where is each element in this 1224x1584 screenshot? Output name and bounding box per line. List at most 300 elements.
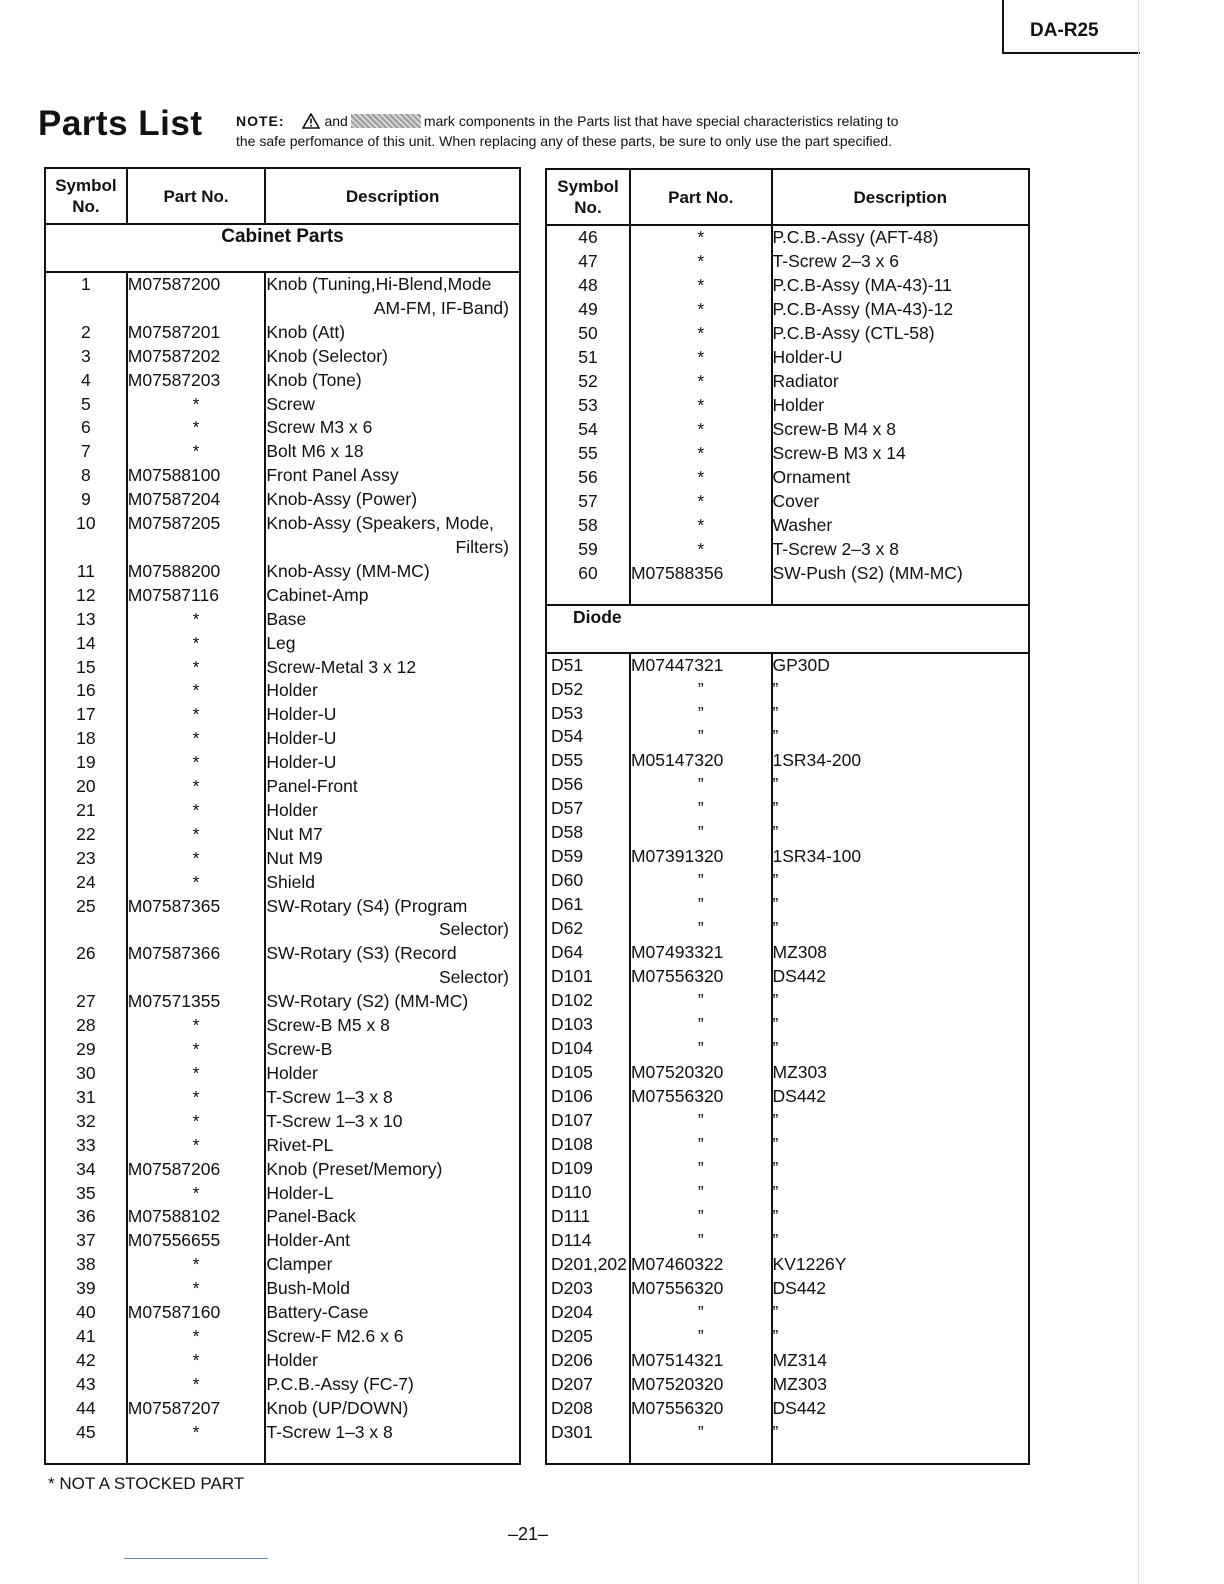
description-text: Holder bbox=[772, 394, 825, 415]
symbol-cell: 11 bbox=[45, 560, 127, 584]
symbol-cell: D103 bbox=[546, 1013, 630, 1037]
symbol-cell: D203 bbox=[546, 1277, 630, 1301]
part-number-cell: M07587205 bbox=[127, 512, 266, 560]
description-text: ” bbox=[772, 990, 779, 1011]
table-row bbox=[546, 1157, 1029, 1181]
description-cell bbox=[772, 821, 1029, 845]
table-row bbox=[546, 1181, 1029, 1205]
part-number-cell: ” bbox=[630, 725, 772, 749]
part-number-cell: * bbox=[630, 514, 772, 538]
table-row bbox=[45, 799, 520, 823]
description-text: ” bbox=[772, 918, 779, 939]
description-text: ” bbox=[772, 774, 779, 795]
table-row bbox=[45, 1110, 520, 1134]
part-number-cell: M07520320 bbox=[630, 1061, 772, 1085]
description-cell bbox=[265, 440, 520, 464]
part-number-cell: * bbox=[127, 1014, 266, 1038]
table-row bbox=[546, 869, 1029, 893]
description-cell bbox=[265, 751, 520, 775]
part-number-cell: M05147320 bbox=[630, 749, 772, 773]
description-cell bbox=[265, 847, 520, 871]
description-cell bbox=[265, 1229, 520, 1253]
description-cell bbox=[772, 394, 1029, 418]
table-row bbox=[546, 1109, 1029, 1133]
description-cell bbox=[265, 1325, 520, 1349]
part-number-cell: ” bbox=[630, 893, 772, 917]
part-number-cell: ” bbox=[630, 917, 772, 941]
page-number: –21– bbox=[508, 1524, 549, 1544]
symbol-cell: D201,202 bbox=[546, 1253, 630, 1277]
part-number-cell: * bbox=[630, 538, 772, 562]
description-text: ” bbox=[772, 822, 779, 843]
table-row bbox=[45, 1062, 520, 1086]
description-cell bbox=[265, 1134, 520, 1158]
description-cell bbox=[772, 514, 1029, 538]
description-text: Holder bbox=[266, 799, 318, 820]
description-text: T-Screw 2–3 x 6 bbox=[772, 250, 899, 271]
description-text: Screw-Metal 3 x 12 bbox=[266, 656, 417, 677]
symbol-cell: 36 bbox=[45, 1205, 127, 1229]
description-text: Knob (Tone) bbox=[266, 369, 362, 390]
table-row bbox=[546, 490, 1029, 514]
description-cell bbox=[265, 679, 520, 703]
description-text: T-Screw 1–3 x 8 bbox=[266, 1421, 393, 1442]
description-cell bbox=[265, 1110, 520, 1134]
symbol-cell: D107 bbox=[546, 1109, 630, 1133]
description-cell bbox=[772, 1205, 1029, 1229]
symbol-cell: 19 bbox=[45, 751, 127, 775]
description-text: DS442 bbox=[772, 1086, 827, 1107]
description-cell bbox=[265, 393, 520, 417]
symbol-cell: 51 bbox=[546, 346, 630, 370]
table-row bbox=[546, 1037, 1029, 1061]
table-row bbox=[546, 442, 1029, 466]
description-cell bbox=[772, 989, 1029, 1013]
table-row bbox=[546, 941, 1029, 965]
description-cell bbox=[265, 608, 520, 632]
table-row bbox=[546, 1229, 1029, 1253]
description-text: ” bbox=[772, 726, 779, 747]
description-text: P.C.B-Assy (MA-43)-11 bbox=[772, 274, 952, 295]
symbol-cell: D101 bbox=[546, 965, 630, 989]
symbol-cell: D204 bbox=[546, 1301, 630, 1325]
description-cell bbox=[772, 965, 1029, 989]
table-row bbox=[45, 369, 520, 393]
description-text: Panel-Back bbox=[266, 1206, 356, 1227]
symbol-cell: D56 bbox=[546, 773, 630, 797]
description-cell bbox=[265, 1397, 520, 1421]
part-number-cell: M07587200 bbox=[127, 272, 266, 321]
description-cell bbox=[772, 1181, 1029, 1205]
symbol-cell: D106 bbox=[546, 1085, 630, 1109]
description-cell bbox=[772, 1325, 1029, 1349]
table-row bbox=[546, 678, 1029, 702]
symbol-cell: 17 bbox=[45, 703, 127, 727]
symbol-cell: D206 bbox=[546, 1349, 630, 1373]
symbol-cell: 45 bbox=[45, 1421, 127, 1445]
part-number-cell: M07556655 bbox=[127, 1229, 266, 1253]
description-text: ” bbox=[772, 1229, 779, 1250]
description-cell bbox=[772, 1013, 1029, 1037]
description-cell bbox=[772, 917, 1029, 941]
symbol-cell: 56 bbox=[546, 466, 630, 490]
description-cell bbox=[265, 1062, 520, 1086]
part-number-cell: * bbox=[630, 466, 772, 490]
table-row bbox=[546, 394, 1029, 418]
col-description-header: Description bbox=[265, 168, 520, 224]
table-row bbox=[45, 895, 520, 943]
part-number-cell: M07588200 bbox=[127, 560, 266, 584]
symbol-cell: D105 bbox=[546, 1061, 630, 1085]
filler-cell bbox=[630, 1445, 772, 1464]
table-row bbox=[45, 1158, 520, 1182]
description-text: Cover bbox=[772, 490, 820, 511]
filler-row bbox=[546, 1445, 1029, 1464]
part-number-cell: * bbox=[630, 442, 772, 466]
description-cell bbox=[265, 1086, 520, 1110]
part-number-cell: * bbox=[630, 370, 772, 394]
table-row bbox=[546, 1325, 1029, 1349]
table-row bbox=[546, 1061, 1029, 1085]
description-cell bbox=[772, 442, 1029, 466]
table-row bbox=[546, 1373, 1029, 1397]
part-number-cell: * bbox=[127, 1086, 266, 1110]
description-text: ” bbox=[772, 1325, 779, 1346]
table-row bbox=[45, 942, 520, 990]
table-row bbox=[45, 703, 520, 727]
table-row bbox=[45, 1205, 520, 1229]
description-cell bbox=[772, 1037, 1029, 1061]
warning-triangle-icon bbox=[302, 113, 320, 129]
table-row bbox=[546, 893, 1029, 917]
filler-cell bbox=[630, 586, 772, 605]
symbol-cell: 7 bbox=[45, 440, 127, 464]
symbol-cell: 15 bbox=[45, 656, 127, 680]
table-row bbox=[546, 250, 1029, 274]
description-text: ” bbox=[772, 678, 779, 699]
description-text: DS442 bbox=[772, 1277, 827, 1298]
table-row bbox=[45, 440, 520, 464]
table-row bbox=[546, 538, 1029, 562]
description-text: KV1226Y bbox=[772, 1253, 847, 1274]
part-number-cell: M07556320 bbox=[630, 1397, 772, 1421]
description-text: Base bbox=[266, 608, 307, 629]
symbol-cell: 59 bbox=[546, 538, 630, 562]
description-text: Knob (Att) bbox=[266, 321, 346, 342]
description-cell bbox=[265, 799, 520, 823]
symbol-cell: 26 bbox=[45, 942, 127, 990]
description-cell bbox=[265, 1421, 520, 1445]
description-text: Holder bbox=[266, 680, 318, 701]
col-description-header: Description bbox=[772, 169, 1029, 225]
col-symbol-header: Symbol No. bbox=[546, 169, 630, 225]
part-number-cell: * bbox=[127, 1038, 266, 1062]
symbol-cell: 13 bbox=[45, 608, 127, 632]
table-row bbox=[546, 346, 1029, 370]
part-number-cell: ” bbox=[630, 1205, 772, 1229]
description-cell bbox=[265, 560, 520, 584]
symbol-cell: 60 bbox=[546, 562, 630, 586]
symbol-cell: 40 bbox=[45, 1301, 127, 1325]
part-number-cell: ” bbox=[630, 989, 772, 1013]
symbol-cell: 16 bbox=[45, 679, 127, 703]
symbol-cell: 46 bbox=[546, 225, 630, 250]
section-cabinet-parts: Cabinet Parts bbox=[45, 224, 520, 272]
part-number-cell: ” bbox=[630, 1325, 772, 1349]
symbol-cell: 9 bbox=[45, 488, 127, 512]
table-row bbox=[45, 775, 520, 799]
symbol-cell: 44 bbox=[45, 1397, 127, 1421]
description-text: ” bbox=[772, 1109, 779, 1130]
description-text: SW-Rotary (S2) (MM-MC) bbox=[266, 991, 469, 1012]
table-row bbox=[45, 1253, 520, 1277]
note-line1: mark components in the Parts list that have special characteristics relating to bbox=[423, 113, 899, 129]
description-text: GP30D bbox=[772, 654, 830, 675]
table-row bbox=[45, 847, 520, 871]
description-text: ” bbox=[772, 1421, 779, 1442]
screened-mark-icon bbox=[351, 114, 421, 128]
part-number-cell: ” bbox=[630, 1133, 772, 1157]
part-number-cell: * bbox=[630, 274, 772, 298]
part-number-cell: ” bbox=[630, 702, 772, 726]
description-cell bbox=[265, 871, 520, 895]
symbol-cell: 23 bbox=[45, 847, 127, 871]
table-row bbox=[546, 917, 1029, 941]
description-cell bbox=[772, 1301, 1029, 1325]
description-cell bbox=[265, 488, 520, 512]
description-text: 1SR34-100 bbox=[772, 846, 862, 867]
description-cell bbox=[265, 632, 520, 656]
description-text: Screw-F M2.6 x 6 bbox=[266, 1325, 404, 1346]
part-number-cell: * bbox=[630, 394, 772, 418]
description-cell bbox=[265, 656, 520, 680]
description-text: MZ303 bbox=[772, 1373, 827, 1394]
symbol-cell: D52 bbox=[546, 678, 630, 702]
symbol-cell: 6 bbox=[45, 416, 127, 440]
symbol-cell: 50 bbox=[546, 322, 630, 346]
table-row bbox=[546, 773, 1029, 797]
symbol-cell: 37 bbox=[45, 1229, 127, 1253]
symbol-cell: 48 bbox=[546, 274, 630, 298]
description-text: T-Screw 1–3 x 8 bbox=[266, 1086, 393, 1107]
part-number-cell: * bbox=[127, 1134, 266, 1158]
filler-cell bbox=[265, 1445, 520, 1464]
description-text: MZ314 bbox=[772, 1349, 827, 1370]
symbol-cell: 42 bbox=[45, 1349, 127, 1373]
symbol-cell: D207 bbox=[546, 1373, 630, 1397]
part-number-cell: M07588356 bbox=[630, 562, 772, 586]
description-text: Knob-Assy (Speakers, Mode, bbox=[266, 513, 494, 534]
table-row bbox=[546, 821, 1029, 845]
symbol-cell: 53 bbox=[546, 394, 630, 418]
table-row bbox=[546, 725, 1029, 749]
description-cell bbox=[265, 823, 520, 847]
table-row bbox=[45, 1038, 520, 1062]
symbol-cell: 39 bbox=[45, 1277, 127, 1301]
table-row bbox=[546, 1253, 1029, 1277]
part-number-cell: ” bbox=[630, 869, 772, 893]
description-text: Knob-Assy (MM-MC) bbox=[266, 560, 430, 581]
part-number-cell: * bbox=[127, 727, 266, 751]
description-cell bbox=[772, 1133, 1029, 1157]
description-text: Screw M3 x 6 bbox=[266, 417, 373, 438]
symbol-cell: 54 bbox=[546, 418, 630, 442]
symbol-cell: D301 bbox=[546, 1421, 630, 1445]
page-title: Parts List bbox=[38, 104, 203, 143]
part-number-cell: * bbox=[127, 1325, 266, 1349]
part-number-cell: * bbox=[127, 608, 266, 632]
part-number-cell: * bbox=[127, 440, 266, 464]
part-number-cell: * bbox=[630, 298, 772, 322]
filler-cell bbox=[772, 586, 1029, 605]
note-label: NOTE: bbox=[236, 113, 285, 129]
description-cell bbox=[265, 512, 520, 560]
part-number-cell: * bbox=[127, 632, 266, 656]
description-text: Holder bbox=[266, 1349, 318, 1370]
description-cell bbox=[772, 274, 1029, 298]
part-number-cell: * bbox=[127, 751, 266, 775]
parts-table-left bbox=[44, 167, 521, 1465]
table-row bbox=[45, 871, 520, 895]
description-cell bbox=[265, 369, 520, 393]
part-number-cell: M07587365 bbox=[127, 895, 266, 943]
symbol-cell: D205 bbox=[546, 1325, 630, 1349]
description-text: Knob (Tuning,Hi-Blend,Mode bbox=[266, 274, 492, 294]
symbol-cell: 41 bbox=[45, 1325, 127, 1349]
table-row bbox=[45, 584, 520, 608]
table-row bbox=[546, 989, 1029, 1013]
part-number-cell: M07587160 bbox=[127, 1301, 266, 1325]
description-text: ” bbox=[772, 1205, 779, 1226]
table-row bbox=[546, 298, 1029, 322]
description-text: Ornament bbox=[772, 466, 851, 487]
symbol-cell: D108 bbox=[546, 1133, 630, 1157]
table-row bbox=[45, 1277, 520, 1301]
section-diode: Diode bbox=[546, 605, 1029, 653]
symbol-cell: D109 bbox=[546, 1157, 630, 1181]
description-text: ” bbox=[772, 1133, 779, 1154]
part-number-cell: * bbox=[127, 1277, 266, 1301]
description-text: Holder-U bbox=[266, 752, 337, 773]
part-number-cell: M07447321 bbox=[630, 653, 772, 678]
description-continuation: Selector) bbox=[438, 967, 509, 988]
symbol-cell: D111 bbox=[546, 1205, 630, 1229]
description-cell bbox=[772, 749, 1029, 773]
description-cell bbox=[772, 773, 1029, 797]
description-cell bbox=[265, 1205, 520, 1229]
description-cell bbox=[265, 990, 520, 1014]
description-cell bbox=[265, 775, 520, 799]
part-number-cell: M07514321 bbox=[630, 1349, 772, 1373]
table-row bbox=[546, 418, 1029, 442]
table-row bbox=[45, 1086, 520, 1110]
part-number-cell: * bbox=[127, 1253, 266, 1277]
table-row bbox=[546, 1277, 1029, 1301]
symbol-cell: D58 bbox=[546, 821, 630, 845]
description-cell bbox=[265, 1349, 520, 1373]
description-cell bbox=[772, 1085, 1029, 1109]
part-number-cell: M07520320 bbox=[630, 1373, 772, 1397]
symbol-cell: D54 bbox=[546, 725, 630, 749]
table-row bbox=[546, 702, 1029, 726]
description-cell bbox=[265, 464, 520, 488]
description-cell bbox=[772, 418, 1029, 442]
description-text: ” bbox=[772, 894, 779, 915]
symbol-cell: D104 bbox=[546, 1037, 630, 1061]
part-number-cell: M07587202 bbox=[127, 345, 266, 369]
part-number-cell: * bbox=[127, 656, 266, 680]
symbol-cell: D102 bbox=[546, 989, 630, 1013]
description-text: Screw bbox=[266, 393, 315, 414]
part-number-cell: ” bbox=[630, 1301, 772, 1325]
description-cell bbox=[772, 490, 1029, 514]
description-text: Knob (Preset/Memory) bbox=[266, 1158, 443, 1179]
part-number-cell: * bbox=[127, 393, 266, 417]
table-row bbox=[45, 512, 520, 560]
symbol-cell: 49 bbox=[546, 298, 630, 322]
table-row bbox=[546, 965, 1029, 989]
table-row bbox=[45, 1182, 520, 1206]
table-row bbox=[45, 656, 520, 680]
symbol-cell: D57 bbox=[546, 797, 630, 821]
table-row bbox=[546, 653, 1029, 678]
description-cell bbox=[772, 1397, 1029, 1421]
table-row bbox=[546, 1397, 1029, 1421]
description-text: ” bbox=[772, 702, 779, 723]
description-text: Nut M9 bbox=[266, 847, 323, 868]
symbol-cell: 34 bbox=[45, 1158, 127, 1182]
description-text: P.C.B.-Assy (FC-7) bbox=[266, 1373, 414, 1394]
table-row bbox=[45, 560, 520, 584]
table-row bbox=[546, 749, 1029, 773]
description-text: ” bbox=[772, 1038, 779, 1059]
description-cell bbox=[265, 1373, 520, 1397]
symbol-cell: D208 bbox=[546, 1397, 630, 1421]
symbol-cell: 2 bbox=[45, 321, 127, 345]
table-row bbox=[45, 1397, 520, 1421]
table-row bbox=[45, 679, 520, 703]
description-text: Holder-U bbox=[266, 728, 337, 749]
description-cell bbox=[772, 466, 1029, 490]
symbol-cell: 27 bbox=[45, 990, 127, 1014]
description-cell bbox=[772, 1349, 1029, 1373]
part-number-cell: M07588100 bbox=[127, 464, 266, 488]
table-row bbox=[45, 1373, 520, 1397]
part-number-cell: M07587207 bbox=[127, 1397, 266, 1421]
description-cell bbox=[265, 1038, 520, 1062]
description-text: P.C.B.-Assy (AFT-48) bbox=[772, 227, 939, 247]
part-number-cell: * bbox=[630, 418, 772, 442]
description-text: SW-Rotary (S3) (Record bbox=[266, 943, 457, 964]
part-number-cell: ” bbox=[630, 1421, 772, 1445]
page-edge-line bbox=[1138, 0, 1139, 1584]
col-symbol-header: Symbol No. bbox=[45, 168, 127, 224]
part-number-cell: ” bbox=[630, 678, 772, 702]
description-text: 1SR34-200 bbox=[772, 750, 862, 771]
description-text: DS442 bbox=[772, 1397, 827, 1418]
part-number-cell: M07556320 bbox=[630, 1277, 772, 1301]
table-row bbox=[45, 345, 520, 369]
symbol-cell: 32 bbox=[45, 1110, 127, 1134]
part-number-cell: ” bbox=[630, 1157, 772, 1181]
symbol-cell: 29 bbox=[45, 1038, 127, 1062]
description-text: ” bbox=[772, 1014, 779, 1035]
description-text: ” bbox=[772, 1301, 779, 1322]
col-part-header: Part No. bbox=[630, 169, 772, 225]
symbol-cell: D51 bbox=[546, 653, 630, 678]
description-text: SW-Push (S2) (MM-MC) bbox=[772, 562, 963, 583]
part-number-cell: ” bbox=[630, 1037, 772, 1061]
